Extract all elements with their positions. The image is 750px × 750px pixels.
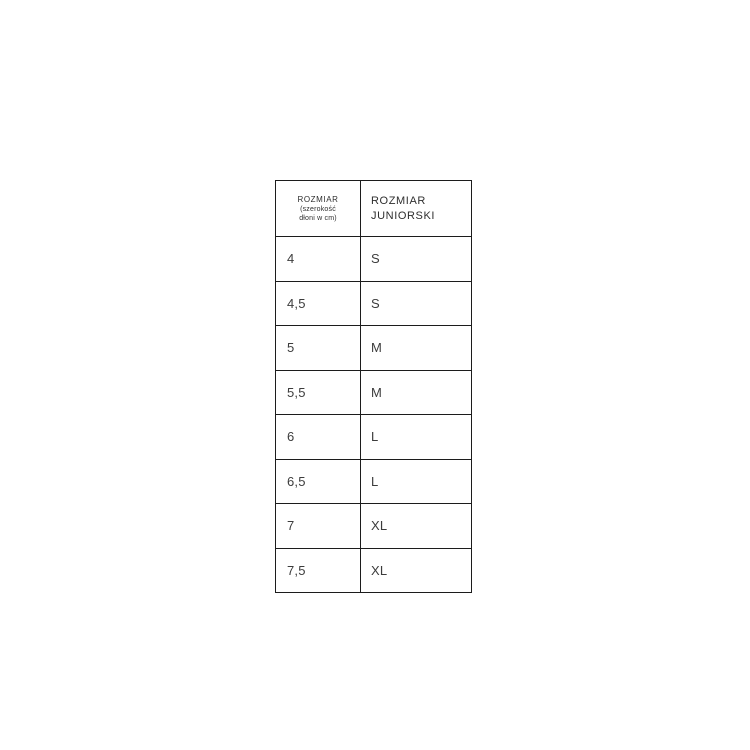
column-header-junior-size-line1: ROZMIAR	[371, 194, 426, 207]
cell-hand-width: 7	[276, 504, 361, 549]
table-row	[276, 281, 472, 326]
table-row	[276, 370, 472, 415]
size-chart-table	[275, 180, 472, 593]
cell-hand-width: 6	[276, 415, 361, 460]
cell-hand-width: 7,5	[276, 548, 361, 593]
cell-hand-width: 5	[276, 326, 361, 371]
table-body	[276, 237, 472, 593]
cell-junior-size: M	[361, 370, 472, 415]
cell-junior-size: M	[361, 326, 472, 371]
table-row	[276, 504, 472, 549]
cell-junior-size: L	[361, 459, 472, 504]
table-row	[276, 459, 472, 504]
cell-hand-width: 6,5	[276, 459, 361, 504]
cell-junior-size: S	[361, 281, 472, 326]
cell-junior-size: XL	[361, 548, 472, 593]
column-header-hand-width	[276, 181, 361, 237]
cell-hand-width: 4,5	[276, 281, 361, 326]
cell-junior-size: L	[361, 415, 472, 460]
table-header	[276, 181, 472, 237]
cell-hand-width: 5,5	[276, 370, 361, 415]
table-row	[276, 237, 472, 282]
table-row	[276, 326, 472, 371]
column-header-hand-width-line2: (szerokość	[300, 206, 336, 213]
column-header-hand-width-line1: ROZMIAR	[297, 195, 339, 204]
table-row	[276, 415, 472, 460]
table-row	[276, 548, 472, 593]
column-header-junior-size	[361, 181, 472, 237]
cell-junior-size: XL	[361, 504, 472, 549]
cell-hand-width: 4	[276, 237, 361, 282]
column-header-junior-size-line2: JUNIORSKI	[371, 209, 436, 222]
table-header-row	[276, 181, 472, 237]
column-header-hand-width-line3: dłoni w cm)	[299, 215, 337, 222]
cell-junior-size: S	[361, 237, 472, 282]
size-chart-container	[275, 180, 471, 593]
